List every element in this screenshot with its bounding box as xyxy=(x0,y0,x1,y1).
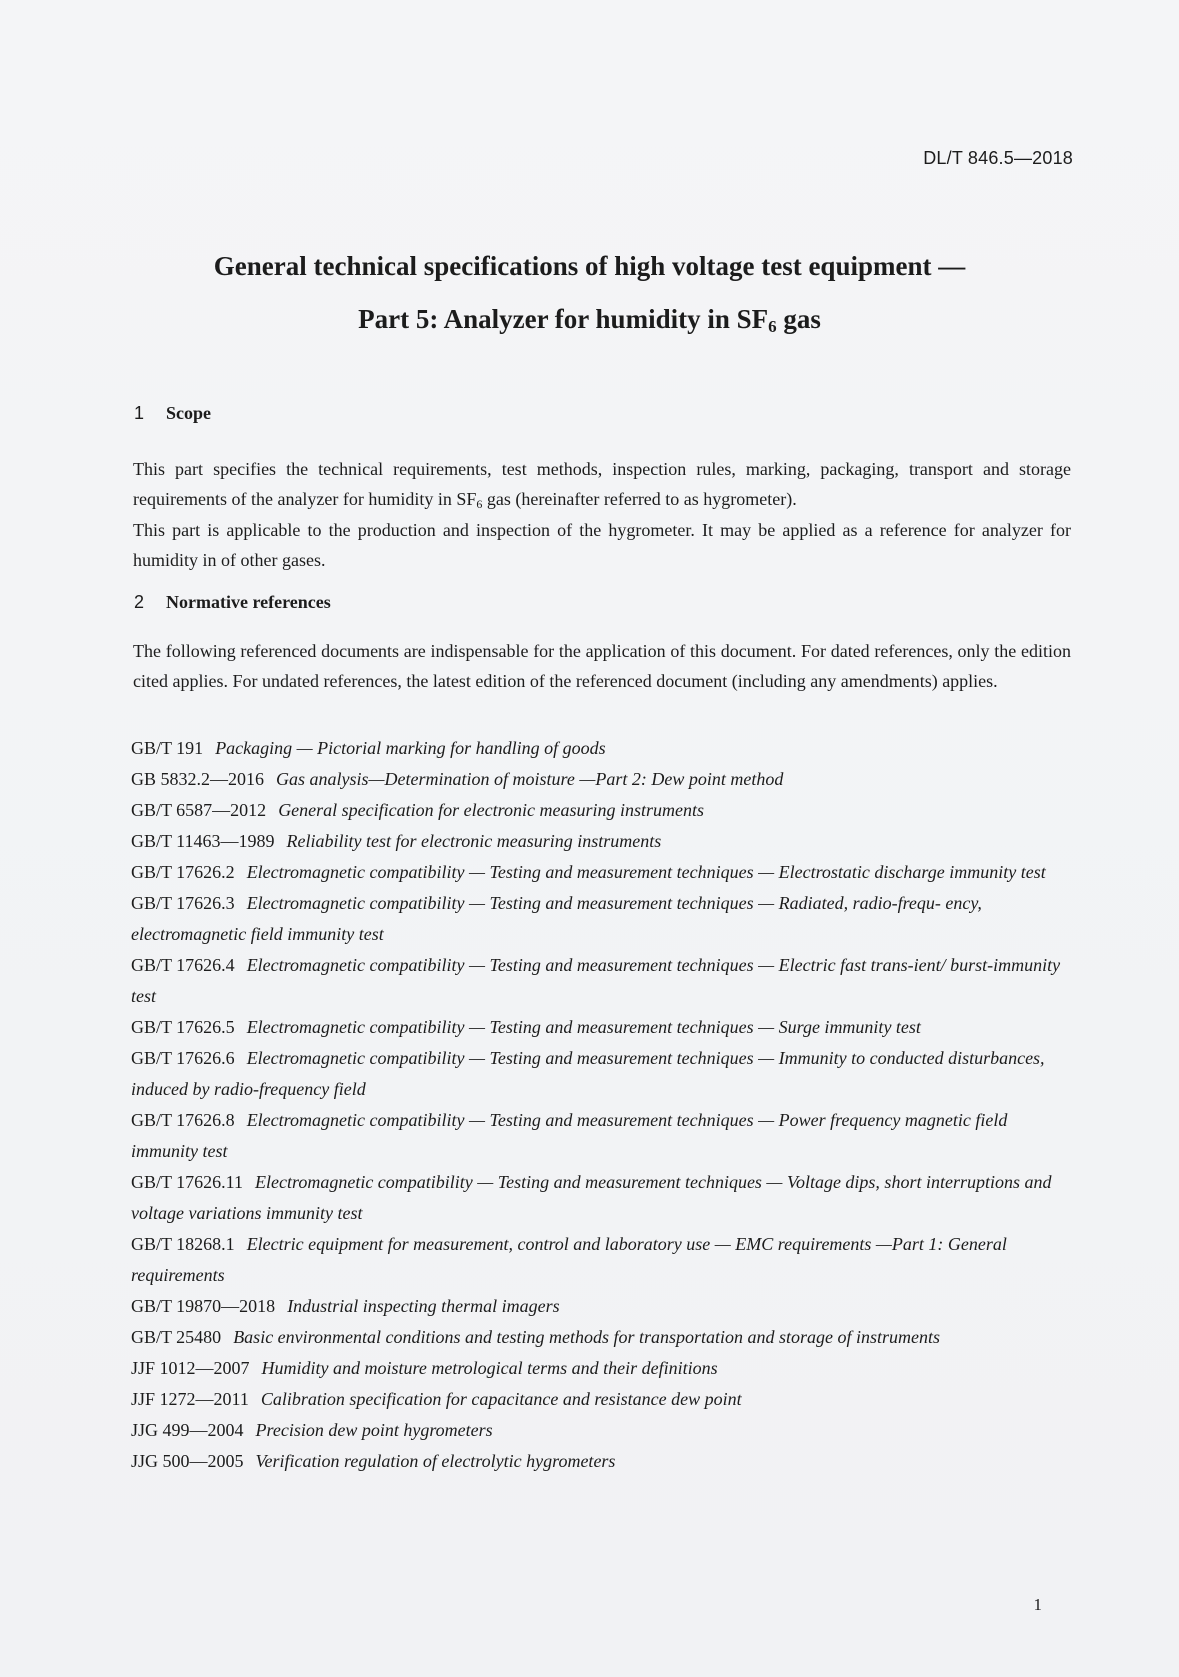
reference-code: GB/T 19870—2018 xyxy=(131,1296,276,1316)
reference-item xyxy=(131,733,1071,764)
document-title-line2: Part 5: Analyzer for humidity in $SF_6$ gas xyxy=(358,304,821,336)
normative-references-intro: The following referenced documents are indispensable for the application of this document. For dated references, only the edition cited applies. For undated references, the latest edition of the referenced document (including any amendments) applies. xyxy=(133,641,1071,691)
section-number: 2 xyxy=(134,592,145,612)
reference-code: GB/T 17626.11 xyxy=(131,1172,244,1192)
reference-item xyxy=(131,950,1071,1012)
reference-code: JJF 1012—2007 xyxy=(131,1358,250,1378)
reference-title: Electromagnetic compatibility — Testing and measurement techniques — Voltage dips, short interruptions and voltage variations immunity test xyxy=(131,1172,1052,1223)
reference-title: Basic environmental conditions and testing methods for transportation and storage of instruments xyxy=(233,1327,941,1347)
section-heading-normative-references xyxy=(134,592,331,613)
reference-code: GB 5832.2—2016 xyxy=(131,769,265,789)
reference-title: Verification regulation of electrolytic hygrometers xyxy=(255,1451,616,1471)
reference-item xyxy=(131,1043,1071,1105)
reference-item xyxy=(131,1415,1071,1446)
section-number: 1 xyxy=(134,403,145,423)
section-title: Scope xyxy=(166,403,211,423)
section-heading-scope xyxy=(134,403,211,424)
reference-code: GB/T 6587—2012 xyxy=(131,800,267,820)
bleed-through-texture xyxy=(150,180,1080,212)
reference-title: Electromagnetic compatibility — Testing and measurement techniques — Electric fast trans-ient/ burst-immunity test xyxy=(131,955,1061,1006)
reference-item xyxy=(131,857,1071,888)
reference-title: Calibration specification for capacitance and resistance dew point xyxy=(260,1389,742,1409)
section-title: Normative references xyxy=(166,592,331,612)
reference-code: GB/T 17626.4 xyxy=(131,955,235,975)
reference-item xyxy=(131,764,1071,795)
reference-title: Precision dew point hygrometers xyxy=(255,1420,493,1440)
scope-paragraph-1: This part specifies the technical requirements, test methods, inspection rules, marking, packaging, transport and storage requirements of the analyzer for humidity in $SF_6$ gas (hereinafter referred to as hygrometer). xyxy=(133,459,1071,511)
reference-code: GB/T 17626.3 xyxy=(131,893,235,913)
reference-code: JJF 1272—2011 xyxy=(131,1389,249,1409)
reference-title: Electromagnetic compatibility — Testing and measurement techniques — Radiated, radio-frequ- ency, electromagnetic field immunity test xyxy=(131,893,982,944)
reference-code: GB/T 17626.8 xyxy=(131,1110,235,1130)
document-code: DL/T 846.5—2018 xyxy=(923,148,1073,168)
reference-item xyxy=(131,1291,1071,1322)
reference-title: Electromagnetic compatibility — Testing and measurement techniques — Immunity to conducted disturbances, induced by radio-frequency field xyxy=(131,1048,1045,1099)
reference-title: Electric equipment for measurement, control and laboratory use — EMC requirements —Part 1: General requirements xyxy=(131,1234,1007,1285)
reference-code: GB/T 17626.2 xyxy=(131,862,235,882)
reference-code: GB/T 17626.5 xyxy=(131,1017,235,1037)
reference-list xyxy=(131,733,1071,1477)
reference-title: Electromagnetic compatibility — Testing and measurement techniques — Electrostatic discharge immunity test xyxy=(246,862,1046,882)
reference-title: Packaging — Pictorial marking for handling of goods xyxy=(215,738,606,758)
reference-item xyxy=(131,1105,1071,1167)
scope-paragraph-2: This part is applicable to the production and inspection of the hygrometer. It may be applied as a reference for analyzer for humidity in of other gases. xyxy=(133,520,1071,570)
reference-code: JJG 499—2004 xyxy=(131,1420,244,1440)
reference-code: GB/T 17626.6 xyxy=(131,1048,235,1068)
reference-title: Electromagnetic compatibility — Testing and measurement techniques — Power frequency magnetic field immunity test xyxy=(131,1110,1008,1161)
reference-title: General specification for electronic measuring instruments xyxy=(278,800,704,820)
reference-item xyxy=(131,888,1071,950)
reference-code: JJG 500—2005 xyxy=(131,1451,244,1471)
reference-item xyxy=(131,1229,1071,1291)
reference-item xyxy=(131,795,1071,826)
document-title-line1: General technical specifications of high voltage test equipment — xyxy=(213,251,966,281)
reference-code: GB/T 25480 xyxy=(131,1327,222,1347)
reference-code: GB/T 191 xyxy=(131,738,204,758)
reference-item xyxy=(131,1167,1071,1229)
reference-item xyxy=(131,1322,1071,1353)
reference-title: Industrial inspecting thermal imagers xyxy=(287,1296,560,1316)
reference-code: GB/T 18268.1 xyxy=(131,1234,235,1254)
reference-item xyxy=(131,1012,1071,1043)
reference-title: Gas analysis—Determination of moisture —Part 2: Dew point method xyxy=(276,769,784,789)
reference-title: Reliability test for electronic measuring instruments xyxy=(286,831,662,851)
reference-title: Electromagnetic compatibility — Testing and measurement techniques — Surge immunity test xyxy=(246,1017,921,1037)
reference-item xyxy=(131,826,1071,857)
reference-item xyxy=(131,1384,1071,1415)
reference-item xyxy=(131,1353,1071,1384)
reference-title: Humidity and moisture metrological terms and their definitions xyxy=(261,1358,718,1378)
reference-item xyxy=(131,1446,1071,1477)
reference-code: GB/T 11463—1989 xyxy=(131,831,275,851)
page-number: 1 xyxy=(1033,1595,1042,1614)
